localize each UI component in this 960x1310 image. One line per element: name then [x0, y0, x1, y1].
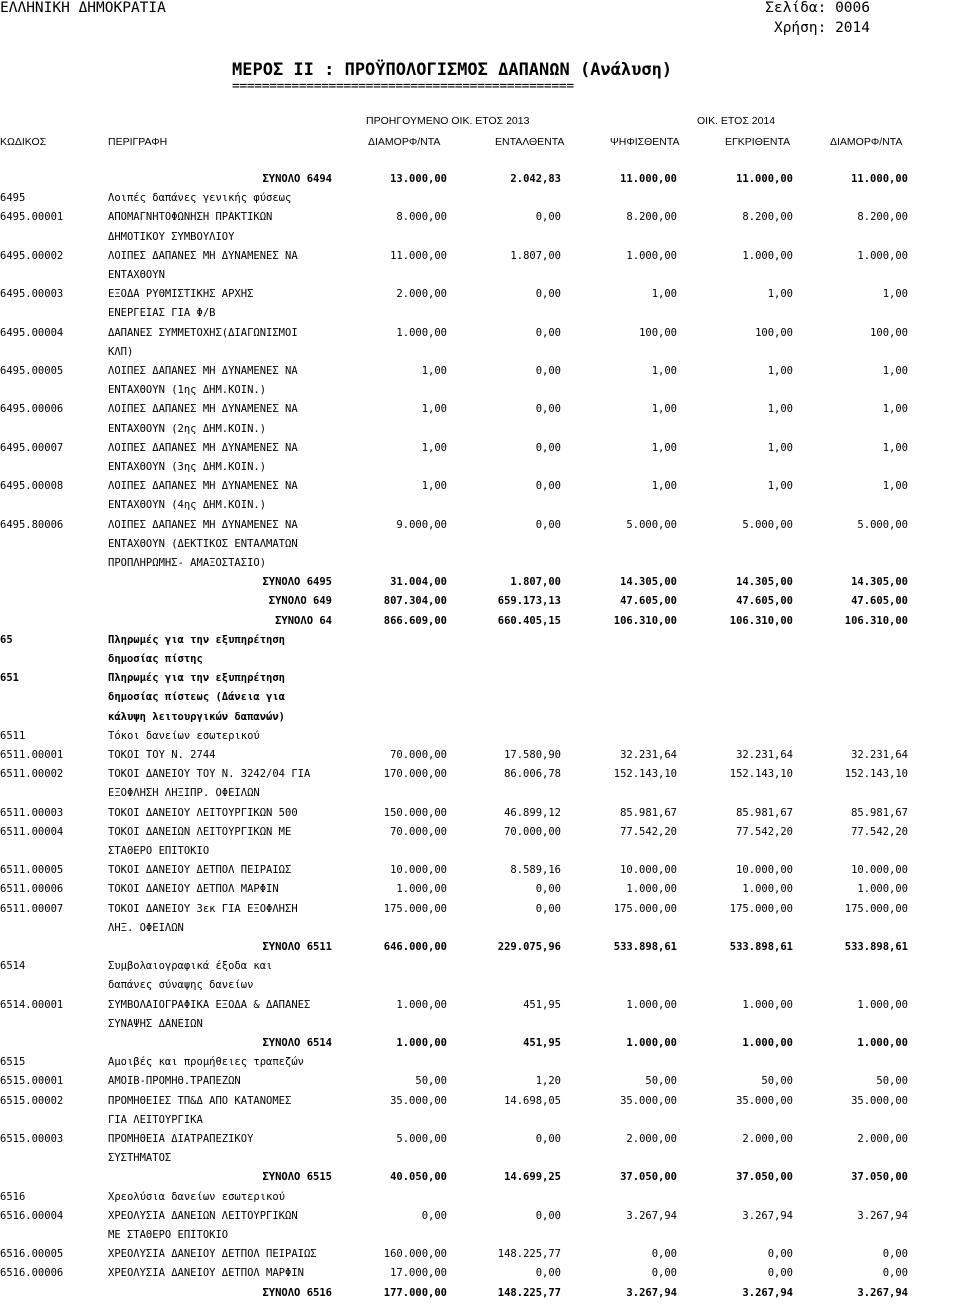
description-line: δημοσίας πίστεως (Δάνεια για — [108, 691, 286, 704]
description-line: ΣΤΑΘΕΡΟ ΕΠΙΤΟΚΙΟ — [108, 845, 210, 857]
description-line: Πληρωμές για την εξυπηρέτηση — [108, 633, 286, 646]
group-code: 6514 — [0, 960, 26, 973]
col-approved: ΕΓΚΡΙΘΕΝΤΑ — [725, 136, 791, 148]
amount-cell: 1.000,00 — [857, 249, 908, 262]
amount-cell: 152.143,10 — [613, 768, 677, 781]
amount-cell: 1,00 — [651, 365, 677, 377]
item-code: 6515.00001 — [0, 1075, 64, 1088]
amount-cell: 70.000,00 — [390, 749, 447, 761]
amount-cell: 77.542,20 — [620, 825, 677, 838]
description-line: ΛΗΞ. ΟΦΕΙΛΩΝ — [108, 921, 184, 934]
description-line: ΛΟΙΠΕΣ ΔΑΠΑΝΕΣ ΜΗ ΔΥΝΑΜΕΝΕΣ ΝΑ — [108, 518, 298, 531]
total-value: 533.898,61 — [844, 941, 908, 953]
description-line: ΤΟΚΟΙ ΔΑΝΕΙΟΥ ΛΕΙΤΟΥΡΓΙΚΩΝ 500 — [108, 806, 298, 819]
amount-cell: 0,00 — [535, 326, 561, 339]
description-line: ΜΕ ΣΤΑΘΕΡΟ ΕΠΙΤΟΚΙΟ — [108, 1229, 229, 1241]
amount-cell: 0,00 — [882, 1248, 908, 1261]
description-line: Τόκοι δανείων εσωτερικού — [108, 729, 260, 742]
amount-cell: 35.000,00 — [620, 1094, 677, 1107]
amount-cell: 175.000,00 — [383, 902, 447, 915]
amount-cell: 85.981,67 — [851, 806, 908, 819]
description-line: δημοσίας πίστης — [108, 653, 203, 665]
amount-cell: 5.000,00 — [626, 518, 677, 531]
amount-cell: 3.267,94 — [857, 1209, 908, 1222]
total-value: 2.042,83 — [510, 173, 561, 185]
amount-cell: 3.267,94 — [626, 1209, 677, 1222]
amount-cell: 2.000,00 — [626, 1133, 677, 1145]
amount-cell: 8.589,16 — [510, 864, 561, 877]
col-description: ΠΕΡΙΓΡΑΦΗ — [108, 136, 168, 148]
group-code: 6515 — [0, 1056, 26, 1069]
item-code: 6511.00005 — [0, 864, 64, 877]
description-line: ΛΟΙΠΕΣ ΔΑΠΑΝΕΣ ΜΗ ΔΥΝΑΜΕΝΕΣ ΝΑ — [108, 249, 298, 262]
amount-cell: 5.000,00 — [742, 518, 793, 531]
amount-cell: 0,00 — [535, 288, 561, 301]
total-value: 646.000,00 — [383, 941, 447, 953]
description-line: Λοιπές δαπάνες γενικής φύσεως — [108, 192, 292, 205]
amount-cell: 1,00 — [882, 480, 908, 493]
item-code: 6495.00008 — [0, 480, 64, 493]
description-line: ΕΞΟΦΛΗΣΗ ΛΗΞΙΠΡ. ΟΦΕΙΛΩΝ — [108, 787, 260, 800]
amount-cell: 152.143,10 — [729, 768, 793, 781]
amount-cell: 0,00 — [535, 441, 561, 454]
total-value: 807.304,00 — [383, 595, 447, 608]
description-line: Συμβολαιογραφικά έξοδα και — [108, 960, 273, 973]
total-value: 866.609,00 — [383, 614, 447, 627]
total-value: 13.000,00 — [390, 173, 447, 185]
description-line: ΠΡΟΜΗΘΕΙΕΣ ΤΠ&Δ ΑΠΟ ΚΑΤΑΝΟΜΕΣ — [108, 1094, 292, 1107]
amount-cell: 1,00 — [651, 480, 677, 493]
amount-cell: 148.225,77 — [497, 1248, 561, 1261]
item-code: 6511.00001 — [0, 749, 64, 761]
description-line: ΕΝΤΑΧΘΟΥΝ (2ης ΔΗΜ.ΚΟΙΝ.) — [108, 422, 267, 435]
amount-cell: 1,00 — [651, 288, 677, 301]
item-code: 6495.00003 — [0, 288, 64, 301]
total-value: 14.305,00 — [736, 576, 793, 589]
amount-cell: 1.000,00 — [857, 998, 908, 1011]
description-line: ΠΡΟΠΛΗΡΩΜΗΣ- ΑΜΑΞΟΣΤΑΣΙΟ) — [108, 557, 267, 569]
amount-cell: 32.231,64 — [736, 749, 793, 761]
amount-cell: 2.000,00 — [857, 1133, 908, 1145]
group-current-year: ΟΙΚ. ΕΤΟΣ 2014 — [697, 115, 776, 127]
amount-cell: 0,00 — [651, 1248, 677, 1261]
description-line: ΤΟΚΟΙ ΔΑΝΕΙΩΝ ΛΕΙΤΟΥΡΓΙΚΩΝ ΜΕ — [108, 825, 292, 838]
description-line: ΛΟΙΠΕΣ ΔΑΠΑΝΕΣ ΜΗ ΔΥΝΑΜΕΝΕΣ ΝΑ — [108, 365, 298, 377]
description-line: Πληρωμές για την εξυπηρέτηση — [108, 672, 286, 685]
fiscal-year: Χρήση: 2014 — [773, 20, 870, 36]
title-underline: ============================================== — [232, 79, 574, 94]
amount-cell: 8.200,00 — [626, 211, 677, 224]
amount-cell: 1.000,00 — [742, 998, 793, 1011]
description-line: κάλυψη λειτουργικών δαπανών) — [108, 710, 286, 723]
amount-cell: 175.000,00 — [729, 902, 793, 915]
amount-cell: 1,00 — [767, 288, 793, 301]
description-line: Αμοιβές και προμήθειες τραπεζών — [108, 1056, 304, 1069]
amount-cell: 35.000,00 — [851, 1094, 908, 1107]
amount-cell: 35.000,00 — [736, 1094, 793, 1107]
item-code: 6495.00007 — [0, 441, 64, 454]
total-value: 11.000,00 — [620, 173, 677, 185]
description-line: ΛΟΙΠΕΣ ΔΑΠΑΝΕΣ ΜΗ ΔΥΝΑΜΕΝΕΣ ΝΑ — [108, 480, 298, 493]
item-code: 6516.00006 — [0, 1267, 64, 1280]
total-value: 14.305,00 — [620, 576, 677, 589]
amount-cell: 1.000,00 — [742, 249, 793, 262]
amount-cell: 1.000,00 — [626, 998, 677, 1011]
amount-cell: 5.000,00 — [857, 518, 908, 531]
amount-cell: 46.899,12 — [504, 806, 561, 819]
description-line: ΤΟΚΟΙ ΔΑΝΕΙΟΥ ΔΕΤΠΟΛ ΠΕΙΡΑΙΩΣ — [108, 864, 292, 877]
item-code: 6495.00004 — [0, 326, 64, 339]
total-value: 37.050,00 — [851, 1171, 908, 1184]
total-label: ΣΥΝΟΛΟ 64 — [275, 614, 332, 627]
amount-cell: 70.000,00 — [504, 825, 561, 838]
amount-cell: 17.580,90 — [504, 749, 561, 761]
item-code: 6511.00007 — [0, 902, 64, 915]
amount-cell: 9.000,00 — [396, 518, 447, 531]
total-value: 229.075,96 — [497, 941, 561, 953]
total-value: 47.605,00 — [851, 595, 908, 608]
amount-cell: 1,00 — [882, 365, 908, 377]
amount-cell: 170.000,00 — [383, 768, 447, 781]
description-line: ΑΠΟΜΑΓΝΗΤΟΦΩΝΗΣΗ ΠΡΑΚΤΙΚΩΝ — [108, 211, 273, 224]
total-value: 3.267,94 — [742, 1286, 793, 1299]
total-value: 47.605,00 — [620, 595, 677, 608]
amount-cell: 0,00 — [535, 480, 561, 493]
group-code: 6516 — [0, 1190, 26, 1203]
total-value: 148.225,77 — [497, 1286, 561, 1299]
total-value: 47.605,00 — [736, 595, 793, 608]
amount-cell: 1,00 — [882, 288, 908, 301]
item-code: 6511.00004 — [0, 825, 64, 838]
item-code: 6495.80006 — [0, 518, 64, 531]
total-label: ΣΥΝΟΛΟ 6514 — [262, 1037, 332, 1049]
amount-cell: 14.698,05 — [504, 1094, 561, 1107]
amount-cell: 1,00 — [882, 441, 908, 454]
amount-cell: 0,00 — [535, 518, 561, 531]
description-line: ΤΟΚΟΙ ΤΟΥ Ν. 2744 — [108, 749, 216, 761]
amount-cell: 50,00 — [761, 1075, 793, 1088]
amount-cell: 1,00 — [882, 403, 908, 416]
amount-cell: 100,00 — [639, 326, 677, 339]
description-line: ΑΜΟΙΒ-ΠΡΟΜΗΘ.ΤΡΑΠΕΖΩΝ — [108, 1075, 241, 1088]
total-value: 106.310,00 — [844, 614, 908, 627]
item-code: 6516.00005 — [0, 1248, 64, 1261]
amount-cell: 0,00 — [535, 1267, 561, 1280]
description-line: ΣΥΣΤΗΜΑΤΟΣ — [108, 1152, 172, 1165]
amount-cell: 1,00 — [767, 403, 793, 416]
amount-cell: 152.143,10 — [844, 768, 908, 781]
total-value: 106.310,00 — [729, 614, 793, 627]
amount-cell: 0,00 — [535, 1133, 561, 1145]
item-code: 6511.00006 — [0, 883, 64, 896]
amount-cell: 1.000,00 — [857, 883, 908, 896]
amount-cell: 8.200,00 — [742, 211, 793, 224]
amount-cell: 50,00 — [645, 1075, 677, 1088]
amount-cell: 160.000,00 — [383, 1248, 447, 1261]
item-code: 6511.00002 — [0, 768, 64, 781]
description-line: ΛΟΙΠΕΣ ΔΑΠΑΝΕΣ ΜΗ ΔΥΝΑΜΕΝΕΣ ΝΑ — [108, 441, 298, 454]
total-value: 1.807,00 — [510, 576, 561, 589]
amount-cell: 2.000,00 — [396, 288, 447, 301]
total-label: ΣΥΝΟΛΟ 6494 — [262, 173, 332, 185]
col-prev-ordered: ΕΝΤΑΛΘΕΝΤΑ — [495, 136, 565, 148]
amount-cell: 1.000,00 — [626, 883, 677, 896]
amount-cell: 0,00 — [535, 902, 561, 915]
item-code: 6495.00006 — [0, 403, 64, 416]
amount-cell: 451,95 — [523, 998, 561, 1011]
amount-cell: 5.000,00 — [396, 1133, 447, 1145]
description-line: ΕΝΤΑΧΘΟΥΝ (3ης ΔΗΜ.ΚΟΙΝ.) — [108, 461, 267, 473]
amount-cell: 0,00 — [535, 1209, 561, 1222]
description-line: ΔΗΜΟΤΙΚΟΥ ΣΥΜΒΟΥΛΙΟΥ — [108, 230, 235, 243]
amount-cell: 50,00 — [876, 1075, 908, 1088]
total-value: 37.050,00 — [736, 1171, 793, 1184]
total-value: 1.000,00 — [857, 1037, 908, 1049]
col-voted: ΨΗΦΙΣΘΕΝΤΑ — [610, 136, 680, 148]
amount-cell: 1.000,00 — [742, 883, 793, 896]
total-value: 533.898,61 — [613, 941, 677, 953]
description-line: ΤΟΚΟΙ ΔΑΝΕΙΟΥ ΔΕΤΠΟΛ ΜΑΡΦΙΝ — [108, 883, 279, 896]
total-value: 14.699,25 — [504, 1171, 561, 1184]
total-value: 14.305,00 — [851, 576, 908, 589]
total-value: 31.004,00 — [390, 576, 447, 589]
total-value: 106.310,00 — [613, 614, 677, 627]
amount-cell: 1,20 — [535, 1075, 561, 1088]
total-value: 1.000,00 — [626, 1037, 677, 1049]
total-value: 3.267,94 — [857, 1286, 908, 1299]
amount-cell: 1.000,00 — [396, 998, 447, 1011]
total-value: 660.405,15 — [497, 614, 561, 627]
amount-cell: 1,00 — [767, 480, 793, 493]
description-line: ΚΛΠ) — [108, 345, 134, 358]
amount-cell: 0,00 — [882, 1267, 908, 1280]
description-line: ΣΥΜΒΟΛΑΙΟΓΡΑΦΙΚΑ ΕΞΟΔΑ & ΔΑΠΑΝΕΣ — [108, 998, 311, 1011]
amount-cell: 32.231,64 — [851, 749, 908, 761]
description-line: ΣΥΝΑΨΗΣ ΔΑΝΕΙΩΝ — [108, 1017, 203, 1030]
amount-cell: 0,00 — [535, 883, 561, 896]
total-value: 451,95 — [523, 1037, 561, 1049]
description-line: ΕΝΤΑΧΘΟΥΝ (4ης ΔΗΜ.ΚΟΙΝ.) — [108, 499, 267, 512]
amount-cell: 1,00 — [767, 365, 793, 377]
amount-cell: 0,00 — [651, 1267, 677, 1280]
section-code: 65 — [0, 633, 13, 646]
amount-cell: 1.807,00 — [510, 249, 561, 262]
amount-cell: 17.000,00 — [390, 1267, 447, 1280]
col-curr-amended: ΔΙΑΜΟΡΦ/ΝΤΑ — [830, 136, 903, 148]
description-line: ΔΑΠΑΝΕΣ ΣΥΜΜΕΤΟΧΗΣ(ΔΙΑΓΩΝΙΣΜΟΙ — [108, 326, 298, 339]
group-code: 6511 — [0, 729, 26, 742]
amount-cell: 10.000,00 — [851, 864, 908, 877]
amount-cell: 0,00 — [535, 403, 561, 416]
amount-cell: 100,00 — [870, 326, 908, 339]
amount-cell: 85.981,67 — [736, 806, 793, 819]
amount-cell: 35.000,00 — [390, 1094, 447, 1107]
amount-cell: 10.000,00 — [736, 864, 793, 877]
total-label: ΣΥΝΟΛΟ 6516 — [262, 1286, 332, 1299]
description-line: ΠΡΟΜΗΘΕΙΑ ΔΙΑΤΡΑΠΕΖΙΚΟΥ — [108, 1133, 254, 1145]
total-value: 40.050,00 — [390, 1171, 447, 1184]
amount-cell: 10.000,00 — [390, 864, 447, 877]
item-code: 6515.00003 — [0, 1133, 64, 1145]
amount-cell: 1,00 — [421, 403, 447, 416]
amount-cell: 77.542,20 — [736, 825, 793, 838]
description-line: ΕΝΤΑΧΘΟΥΝ (ΔΕΚΤΙΚΟΣ ΕΝΤΑΛΜΑΤΩΝ — [108, 537, 298, 550]
amount-cell: 2.000,00 — [742, 1133, 793, 1145]
amount-cell: 100,00 — [755, 326, 793, 339]
amount-cell: 86.006,78 — [504, 768, 561, 781]
item-code: 6495.00001 — [0, 211, 64, 224]
description-line: ΕΝΕΡΓΕΙΑΣ ΓΙΑ Φ/Β — [108, 307, 216, 320]
description-line: ΕΞΟΔΑ ΡΥΘΜΙΣΤΙΚΗΣ ΑΡΧΗΣ — [108, 288, 254, 301]
total-value: 659.173,13 — [497, 595, 561, 608]
total-value: 1.000,00 — [742, 1037, 793, 1049]
description-line: ΕΝΤΑΧΘΟΥΝ — [108, 269, 165, 281]
amount-cell: 1,00 — [651, 403, 677, 416]
description-line: ΤΟΚΟΙ ΔΑΝΕΙΟΥ ΤΟΥ Ν. 3242/04 ΓΙΑ — [108, 768, 311, 781]
item-code: 6514.00001 — [0, 998, 64, 1011]
col-code: ΚΩΔΙΚΟΣ — [0, 136, 47, 148]
amount-cell: 1,00 — [651, 441, 677, 454]
item-code: 6511.00003 — [0, 806, 64, 819]
total-value: 11.000,00 — [851, 173, 908, 185]
amount-cell: 11.000,00 — [390, 249, 447, 262]
total-value: 1.000,00 — [396, 1037, 447, 1049]
amount-cell: 1.000,00 — [396, 326, 447, 339]
total-label: ΣΥΝΟΛΟ 6515 — [262, 1171, 332, 1184]
amount-cell: 175.000,00 — [844, 902, 908, 915]
total-label: ΣΥΝΟΛΟ 6511 — [262, 941, 332, 953]
amount-cell: 0,00 — [767, 1267, 793, 1280]
amount-cell: 1,00 — [421, 441, 447, 454]
state-header: ΕΛΛΗΝΙΚΗ ΔΗΜΟΚΡΑΤΙΑ — [0, 0, 166, 16]
total-label: ΣΥΝΟΛΟ 649 — [268, 595, 332, 608]
amount-cell: 150.000,00 — [383, 806, 447, 819]
total-value: 37.050,00 — [620, 1171, 677, 1184]
description-line: ΧΡΕΟΛΥΣΙΑ ΔΑΝΕΙΟΥ ΔΕΤΠΟΛ ΜΑΡΦΙΝ — [108, 1267, 304, 1280]
description-line: ΤΟΚΟΙ ΔΑΝΕΙΟΥ 3εκ ΓΙΑ ΕΞΟΦΛΗΣΗ — [108, 902, 298, 915]
report-title: ΜΕΡΟΣ ΙΙ : ΠΡΟΫΠΟΛΟΓΙΣΜΟΣ ΔΑΠΑΝΩΝ (Ανάλυση) — [232, 60, 673, 80]
amount-cell: 0,00 — [421, 1209, 447, 1222]
description-line: ΛΟΙΠΕΣ ΔΑΠΑΝΕΣ ΜΗ ΔΥΝΑΜΕΝΕΣ ΝΑ — [108, 403, 298, 416]
amount-cell: 50,00 — [415, 1075, 447, 1088]
amount-cell: 8.000,00 — [396, 211, 447, 224]
amount-cell: 0,00 — [767, 1248, 793, 1261]
amount-cell: 3.267,94 — [742, 1209, 793, 1222]
item-code: 6495.00005 — [0, 365, 64, 377]
amount-cell: 85.981,67 — [620, 806, 677, 819]
amount-cell: 32.231,64 — [620, 749, 677, 761]
amount-cell: 1,00 — [767, 441, 793, 454]
description-line: Χρεολύσια δανείων εσωτερικού — [108, 1190, 286, 1203]
description-line: ΕΝΤΑΧΘΟΥΝ (1ης ΔΗΜ.ΚΟΙΝ.) — [108, 384, 267, 397]
total-label: ΣΥΝΟΛΟ 6495 — [262, 576, 332, 589]
group-previous-year: ΠΡΟΗΓΟΥΜΕΝΟ ΟΙΚ. ΕΤΟΣ 2013 — [366, 115, 530, 127]
amount-cell: 175.000,00 — [613, 902, 677, 915]
amount-cell: 0,00 — [535, 365, 561, 377]
item-code: 6515.00002 — [0, 1094, 64, 1107]
description-line: δαπάνες σύναψης δανείων — [108, 979, 254, 992]
amount-cell: 70.000,00 — [390, 825, 447, 838]
amount-cell: 0,00 — [535, 211, 561, 224]
group-code: 6495 — [0, 192, 26, 205]
amount-cell: 1.000,00 — [396, 883, 447, 896]
amount-cell: 1.000,00 — [626, 249, 677, 262]
amount-cell: 1,00 — [421, 480, 447, 493]
total-value: 177.000,00 — [383, 1286, 447, 1299]
amount-cell: 77.542,20 — [851, 825, 908, 838]
description-line: ΓΙΑ ΛΕΙΤΟΥΡΓΙΚΑ — [108, 1113, 203, 1126]
item-code: 6495.00002 — [0, 249, 64, 262]
description-line: ΧΡΕΟΛΥΣΙΑ ΔΑΝΕΙΩΝ ΛΕΙΤΟΥΡΓΙΚΩΝ — [108, 1209, 298, 1222]
total-value: 11.000,00 — [736, 173, 793, 185]
page-number: Σελίδα: 0006 — [765, 0, 870, 16]
description-line: ΧΡΕΟΛΥΣΙΑ ΔΑΝΕΙΟΥ ΔΕΤΠΟΛ ΠΕΙΡΑΙΩΣ — [108, 1248, 317, 1261]
item-code: 6516.00004 — [0, 1209, 64, 1222]
total-value: 3.267,94 — [626, 1286, 677, 1299]
amount-cell: 1,00 — [421, 365, 447, 377]
total-value: 533.898,61 — [729, 941, 793, 953]
col-prev-amended: ΔΙΑΜΟΡΦ/ΝΤΑ — [368, 136, 441, 148]
amount-cell: 8.200,00 — [857, 211, 908, 224]
amount-cell: 10.000,00 — [620, 864, 677, 877]
section-code: 651 — [0, 672, 19, 685]
